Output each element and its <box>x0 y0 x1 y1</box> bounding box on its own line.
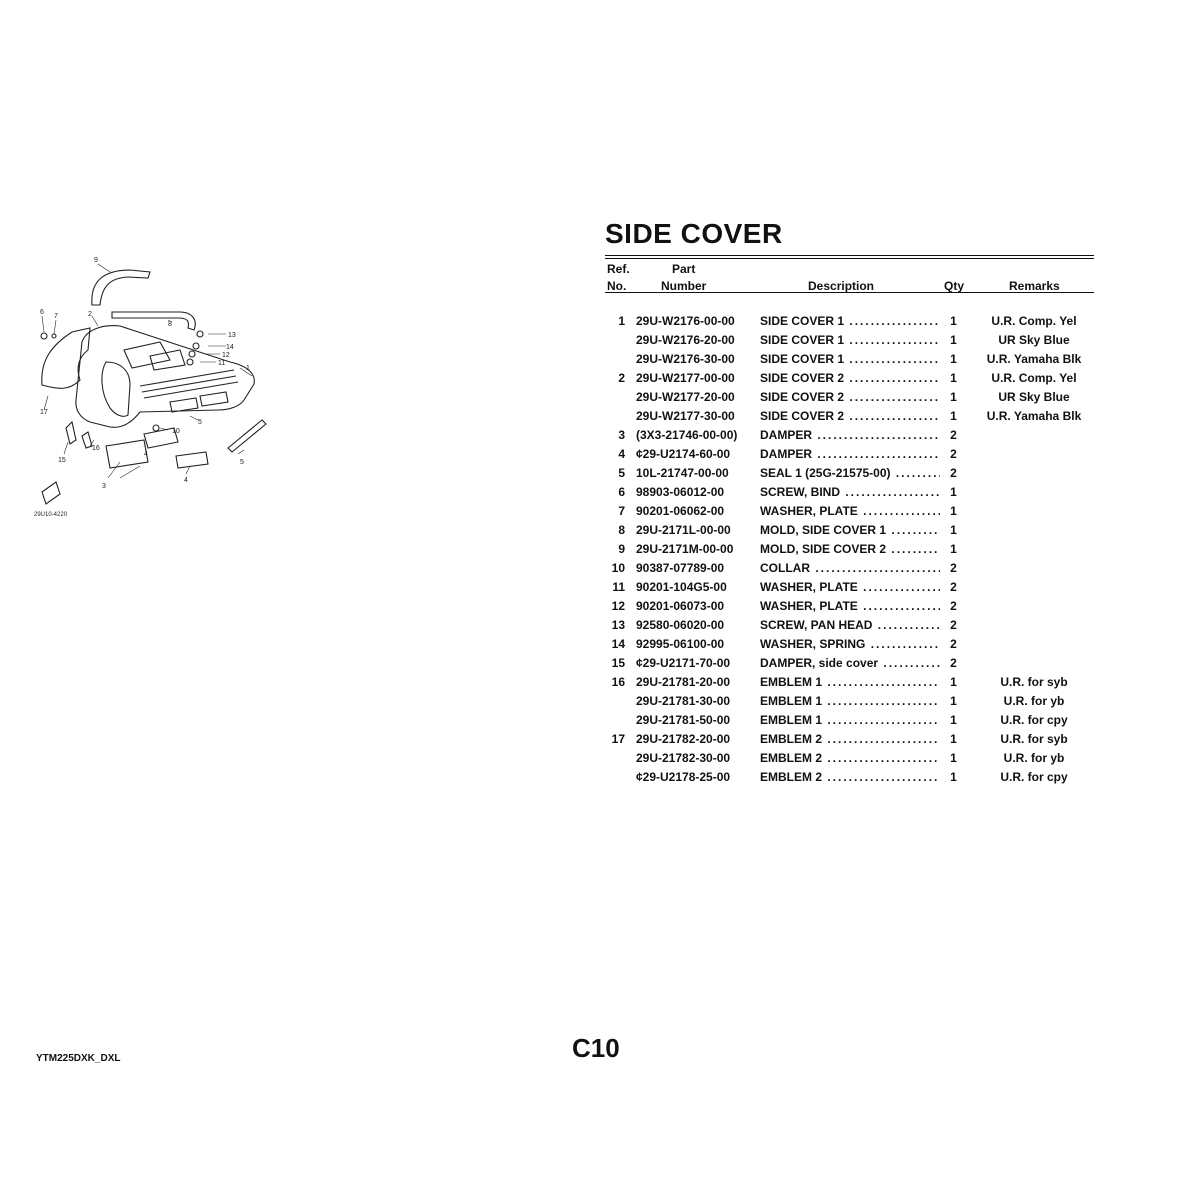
part-number: 29U-21782-20-00 <box>636 732 731 746</box>
quantity: 1 <box>950 751 957 765</box>
exploded-parts-diagram <box>20 250 290 530</box>
callout-2: 2 <box>88 311 92 318</box>
description: MOLD, SIDE COVER 2 ..... <box>760 542 940 556</box>
callout-6: 6 <box>40 309 44 316</box>
description: SCREW, BIND ..... <box>760 485 940 499</box>
description: EMBLEM 1 ..... <box>760 675 940 689</box>
callout-4a: 4 <box>144 451 148 458</box>
quantity: 2 <box>950 637 957 651</box>
part-number: ¢29-U2174-60-00 <box>636 447 731 461</box>
callout-1: 1 <box>246 365 250 372</box>
part-number: ¢29-U2171-70-00 <box>636 656 731 670</box>
callout-10: 10 <box>172 428 180 435</box>
quantity: 2 <box>950 561 957 575</box>
header-part-line1: Part <box>672 262 696 276</box>
ref-no: 12 <box>611 599 625 613</box>
model-code: YTM225DXK_DXL <box>36 1053 121 1064</box>
table-row <box>605 483 1094 502</box>
ref-no: 17 <box>611 732 625 746</box>
side-cover-1-shape <box>76 326 254 428</box>
part-number: 90201-06073-00 <box>636 599 725 613</box>
remarks: U.R. for syb <box>1000 675 1068 689</box>
callout-8: 8 <box>168 321 172 328</box>
quantity: 1 <box>950 390 957 404</box>
ref-no: 5 <box>618 466 625 480</box>
quantity: 2 <box>950 656 957 670</box>
description: SIDE COVER 2 ..... <box>760 371 940 385</box>
table-row <box>605 350 1094 369</box>
header-ref-line1: Ref. <box>607 262 630 276</box>
ref-no: 8 <box>618 523 625 537</box>
quantity: 1 <box>950 485 957 499</box>
part-number: 29U-W2176-20-00 <box>636 333 735 347</box>
table-row <box>605 654 1094 673</box>
part-number: 29U-21781-50-00 <box>636 713 731 727</box>
part-number: 10L-21747-00-00 <box>636 466 729 480</box>
quantity: 1 <box>950 542 957 556</box>
callout-14: 14 <box>226 344 234 351</box>
parts-table <box>605 312 1094 787</box>
callout-4b: 4 <box>184 477 188 484</box>
remarks: UR Sky Blue <box>998 333 1070 347</box>
quantity: 2 <box>950 428 957 442</box>
table-row <box>605 635 1094 654</box>
description: WASHER, SPRING ..... <box>760 637 940 651</box>
header-qty: Qty <box>944 279 965 293</box>
quantity: 2 <box>950 599 957 613</box>
table-row <box>605 673 1094 692</box>
part-number: 29U-2171M-00-00 <box>636 542 734 556</box>
table-row <box>605 559 1094 578</box>
remarks: U.R. Comp. Yel <box>991 314 1077 328</box>
remarks: UR Sky Blue <box>998 390 1070 404</box>
part-number: 29U-21781-20-00 <box>636 675 731 689</box>
part-number: 29U-21781-30-00 <box>636 694 731 708</box>
table-row <box>605 426 1094 445</box>
quantity: 1 <box>950 732 957 746</box>
part-number: 90201-104G5-00 <box>636 580 727 594</box>
quantity: 1 <box>950 713 957 727</box>
description: SIDE COVER 2 ..... <box>760 409 940 423</box>
part-number: 29U-W2176-30-00 <box>636 352 735 366</box>
ref-no: 3 <box>618 428 625 442</box>
damper-4b <box>176 452 208 468</box>
remarks: U.R. for cpy <box>1000 770 1068 784</box>
ref-no: 15 <box>611 656 625 670</box>
callout-17: 17 <box>40 409 48 416</box>
remarks: U.R. for yb <box>1003 751 1065 765</box>
ref-no: 11 <box>612 580 625 594</box>
callout-9: 9 <box>94 257 98 264</box>
callout-5a: 5 <box>198 419 202 426</box>
description: WASHER, PLATE ..... <box>760 504 940 518</box>
quantity: 2 <box>950 618 957 632</box>
description: EMBLEM 1 ..... <box>760 713 940 727</box>
damper-3 <box>106 440 148 468</box>
callout-15: 15 <box>58 457 66 464</box>
remarks: U.R. Yamaha Blk <box>986 352 1082 366</box>
ref-no: 2 <box>618 371 625 385</box>
table-row <box>605 312 1094 331</box>
quantity: 1 <box>950 523 957 537</box>
callout-7: 7 <box>54 313 58 320</box>
quantity: 1 <box>950 352 957 366</box>
quantity: 2 <box>950 447 957 461</box>
description: SIDE COVER 1 ..... <box>760 333 940 347</box>
ref-no: 9 <box>618 542 625 556</box>
table-row <box>605 578 1094 597</box>
table-row <box>605 616 1094 635</box>
part-number: 90201-06062-00 <box>636 504 725 518</box>
table-row <box>605 768 1094 787</box>
part-number: 92580-06020-00 <box>636 618 725 632</box>
callout-16: 16 <box>92 445 100 452</box>
ref-no: 14 <box>611 637 625 651</box>
header-description: Description <box>808 279 875 293</box>
description: MOLD, SIDE COVER 1 ..... <box>760 523 940 537</box>
description: EMBLEM 1 ..... <box>760 694 940 708</box>
header-part-line2: Number <box>661 279 707 293</box>
remarks: U.R. for yb <box>1003 694 1065 708</box>
part-number: 29U-W2177-00-00 <box>636 371 735 385</box>
part-number: ¢29-U2178-25-00 <box>636 770 731 784</box>
table-row <box>605 749 1094 768</box>
ref-no: 13 <box>611 618 625 632</box>
side-cover-2-shape <box>42 328 90 388</box>
quantity: 2 <box>950 580 957 594</box>
header-rule <box>605 292 1094 293</box>
table-row <box>605 540 1094 559</box>
remarks: U.R. for cpy <box>1000 713 1068 727</box>
description: DAMPER, side cover ..... <box>760 656 940 670</box>
quantity: 1 <box>950 333 957 347</box>
table-row <box>605 407 1094 426</box>
description: EMBLEM 2 ..... <box>760 770 940 784</box>
table-row <box>605 331 1094 350</box>
remarks: U.R. for syb <box>1000 732 1068 746</box>
callout-13: 13 <box>228 332 236 339</box>
ref-no: 6 <box>618 485 625 499</box>
quantity: 2 <box>950 466 957 480</box>
section-title: SIDE COVER <box>605 218 783 249</box>
table-row <box>605 445 1094 464</box>
description: SIDE COVER 1 ..... <box>760 352 940 366</box>
table-row <box>605 711 1094 730</box>
header-ref-line2: No. <box>607 279 627 293</box>
description: COLLAR ..... <box>760 561 940 575</box>
quantity: 1 <box>950 371 957 385</box>
description: EMBLEM 2 ..... <box>760 751 940 765</box>
callout-12: 12 <box>222 352 230 359</box>
title-rule <box>605 255 1094 256</box>
remarks: U.R. Comp. Yel <box>991 371 1077 385</box>
callout-3: 3 <box>102 483 106 490</box>
ref-no: 7 <box>618 504 625 518</box>
quantity: 1 <box>950 675 957 689</box>
ref-no: 4 <box>618 447 625 461</box>
description: EMBLEM 2 ..... <box>760 732 940 746</box>
drawing-code: 29U10-4220 <box>34 512 68 518</box>
callout-11: 11 <box>218 360 226 367</box>
table-row <box>605 464 1094 483</box>
mold-side-cover-2 <box>92 270 150 305</box>
seal <box>228 420 266 452</box>
part-number: 29U-W2177-30-00 <box>636 409 735 423</box>
description: SIDE COVER 1 ..... <box>760 314 940 328</box>
quantity: 1 <box>950 314 957 328</box>
quantity: 1 <box>950 409 957 423</box>
description: DAMPER ..... <box>760 428 940 442</box>
table-row <box>605 692 1094 711</box>
ref-no: 16 <box>611 675 625 689</box>
table-row <box>605 521 1094 540</box>
remarks: U.R. Yamaha Blk <box>986 409 1082 423</box>
part-number: 29U-W2176-00-00 <box>636 314 735 328</box>
ref-no: 1 <box>618 314 625 328</box>
part-number: 29U-2171L-00-00 <box>636 523 731 537</box>
page-number: C10 <box>572 1033 620 1063</box>
description: SIDE COVER 2 ..... <box>760 390 940 404</box>
table-row <box>605 502 1094 521</box>
quantity: 1 <box>950 770 957 784</box>
part-number: (3X3-21746-00-00) <box>636 428 738 442</box>
part-number: 92995-06100-00 <box>636 637 725 651</box>
description: WASHER, PLATE ..... <box>760 599 940 613</box>
header-remarks: Remarks <box>1009 279 1060 293</box>
emblem-2-shape <box>42 482 60 504</box>
quantity: 1 <box>950 694 957 708</box>
description: SCREW, PAN HEAD ..... <box>760 618 940 632</box>
part-number: 90387-07789-00 <box>636 561 725 575</box>
table-row <box>605 388 1094 407</box>
description: WASHER, PLATE ..... <box>760 580 940 594</box>
part-number: 29U-W2177-20-00 <box>636 390 735 404</box>
table-row <box>605 369 1094 388</box>
table-row <box>605 597 1094 616</box>
description: DAMPER ..... <box>760 447 940 461</box>
quantity: 1 <box>950 504 957 518</box>
description: SEAL 1 (25G-21575-00) ..... <box>760 466 940 480</box>
callout-5b: 5 <box>240 459 244 466</box>
ref-no: 10 <box>611 561 625 575</box>
title-rule-second <box>605 258 1094 259</box>
part-number: 98903-06012-00 <box>636 485 725 499</box>
table-row <box>605 730 1094 749</box>
part-number: 29U-21782-30-00 <box>636 751 731 765</box>
